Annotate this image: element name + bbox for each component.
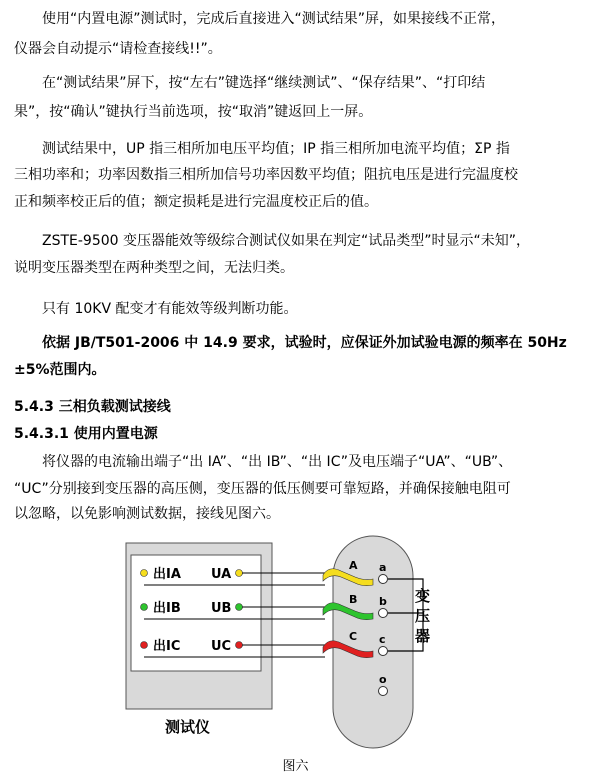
- hv-terminal-a: [379, 575, 388, 584]
- wiring-diagram: [125, 533, 435, 751]
- paragraph-line: ZSTE-9500 变压器能效等级综合测试仪如果在判定“试品类型”时显示“未知”，: [42, 233, 531, 249]
- subsection-heading: 5.4.3.1 使用内置电源: [14, 426, 158, 442]
- hv-terminal-c: [379, 647, 388, 656]
- paragraph-line: 三相功率和；功率因数指三相所加信号功率因数平均值；阻抗电压是进行完温度校: [14, 167, 518, 183]
- paragraph-line: 在“测试结果”屏下，按“左右”键选择“继续测试”、“保存结果”、“打印结: [42, 75, 486, 91]
- paragraph-line: 以忽略，以免影响测试数据，接线见图六。: [14, 506, 280, 522]
- voltage-terminal-label: UC: [211, 639, 232, 654]
- current-terminal: [141, 570, 148, 577]
- clamp-label-c: C: [349, 630, 358, 643]
- figure-caption: 图六: [282, 759, 309, 774]
- current-terminal: [141, 604, 148, 611]
- paragraph-line: 将仪器的电流输出端子“出 IA”、“出 IB”、“出 IC”及电压端子“UA”、“UB”、: [42, 454, 513, 470]
- transformer-label: 压: [414, 607, 430, 625]
- current-terminal: [141, 642, 148, 649]
- current-terminal-label: 出IA: [153, 567, 181, 582]
- current-terminal-label: 出IB: [153, 601, 181, 616]
- paragraph-line: 测试结果中，UP 指三相所加电压平均值；IP 指三相所加电流平均值；ΣP 指: [42, 141, 510, 157]
- instrument-label: 测试仪: [165, 718, 211, 736]
- voltage-terminal: [236, 642, 243, 649]
- paragraph-line: 依据 JB/T501-2006 中 14.9 要求，试验时，应保证外加试验电源的频率在 50Hz: [42, 335, 567, 351]
- current-terminal-label: 出IC: [153, 639, 181, 654]
- voltage-terminal-label: UB: [211, 601, 232, 616]
- voltage-terminal-label: UA: [211, 567, 232, 582]
- transformer-label: 变: [414, 587, 430, 605]
- hv-label-a: a: [379, 561, 387, 574]
- clamp-label-b: B: [349, 593, 358, 606]
- paragraph-line: 说明变压器类型在两种类型之间，无法归类。: [14, 260, 294, 276]
- clamp-label-a: A: [349, 559, 358, 572]
- transformer-label: 器: [414, 627, 430, 645]
- hv-label-c: c: [379, 633, 386, 646]
- voltage-terminal: [236, 604, 243, 611]
- transformer-body: [333, 536, 413, 748]
- paragraph-line: 仪器会自动提示“请检查接线!!”。: [14, 41, 222, 57]
- paragraph-line: “UC”分别接到变压器的高压侧，变压器的低压侧要可靠短路，并确保接触电阻可: [14, 481, 511, 497]
- hv-terminal-b: [379, 609, 388, 618]
- hv-label-b: b: [379, 595, 387, 608]
- neutral-terminal: [379, 687, 388, 696]
- paragraph-line: 果”，按“确认”键执行当前选项，按“取消”键返回上一屏。: [14, 104, 373, 120]
- neutral-label: o: [379, 673, 387, 686]
- paragraph-line: 使用“内置电源”测试时，完成后直接进入“测试结果”屏，如果接线不正常，: [42, 11, 506, 27]
- section-heading: 5.4.3 三相负载测试接线: [14, 399, 171, 415]
- paragraph-line: 正和频率校正后的值；额定损耗是进行完温度校正后的值。: [14, 194, 378, 210]
- paragraph-line: 只有 10KV 配变才有能效等级判断功能。: [42, 301, 298, 317]
- paragraph-line: ±5%范围内。: [14, 362, 106, 378]
- voltage-terminal: [236, 570, 243, 577]
